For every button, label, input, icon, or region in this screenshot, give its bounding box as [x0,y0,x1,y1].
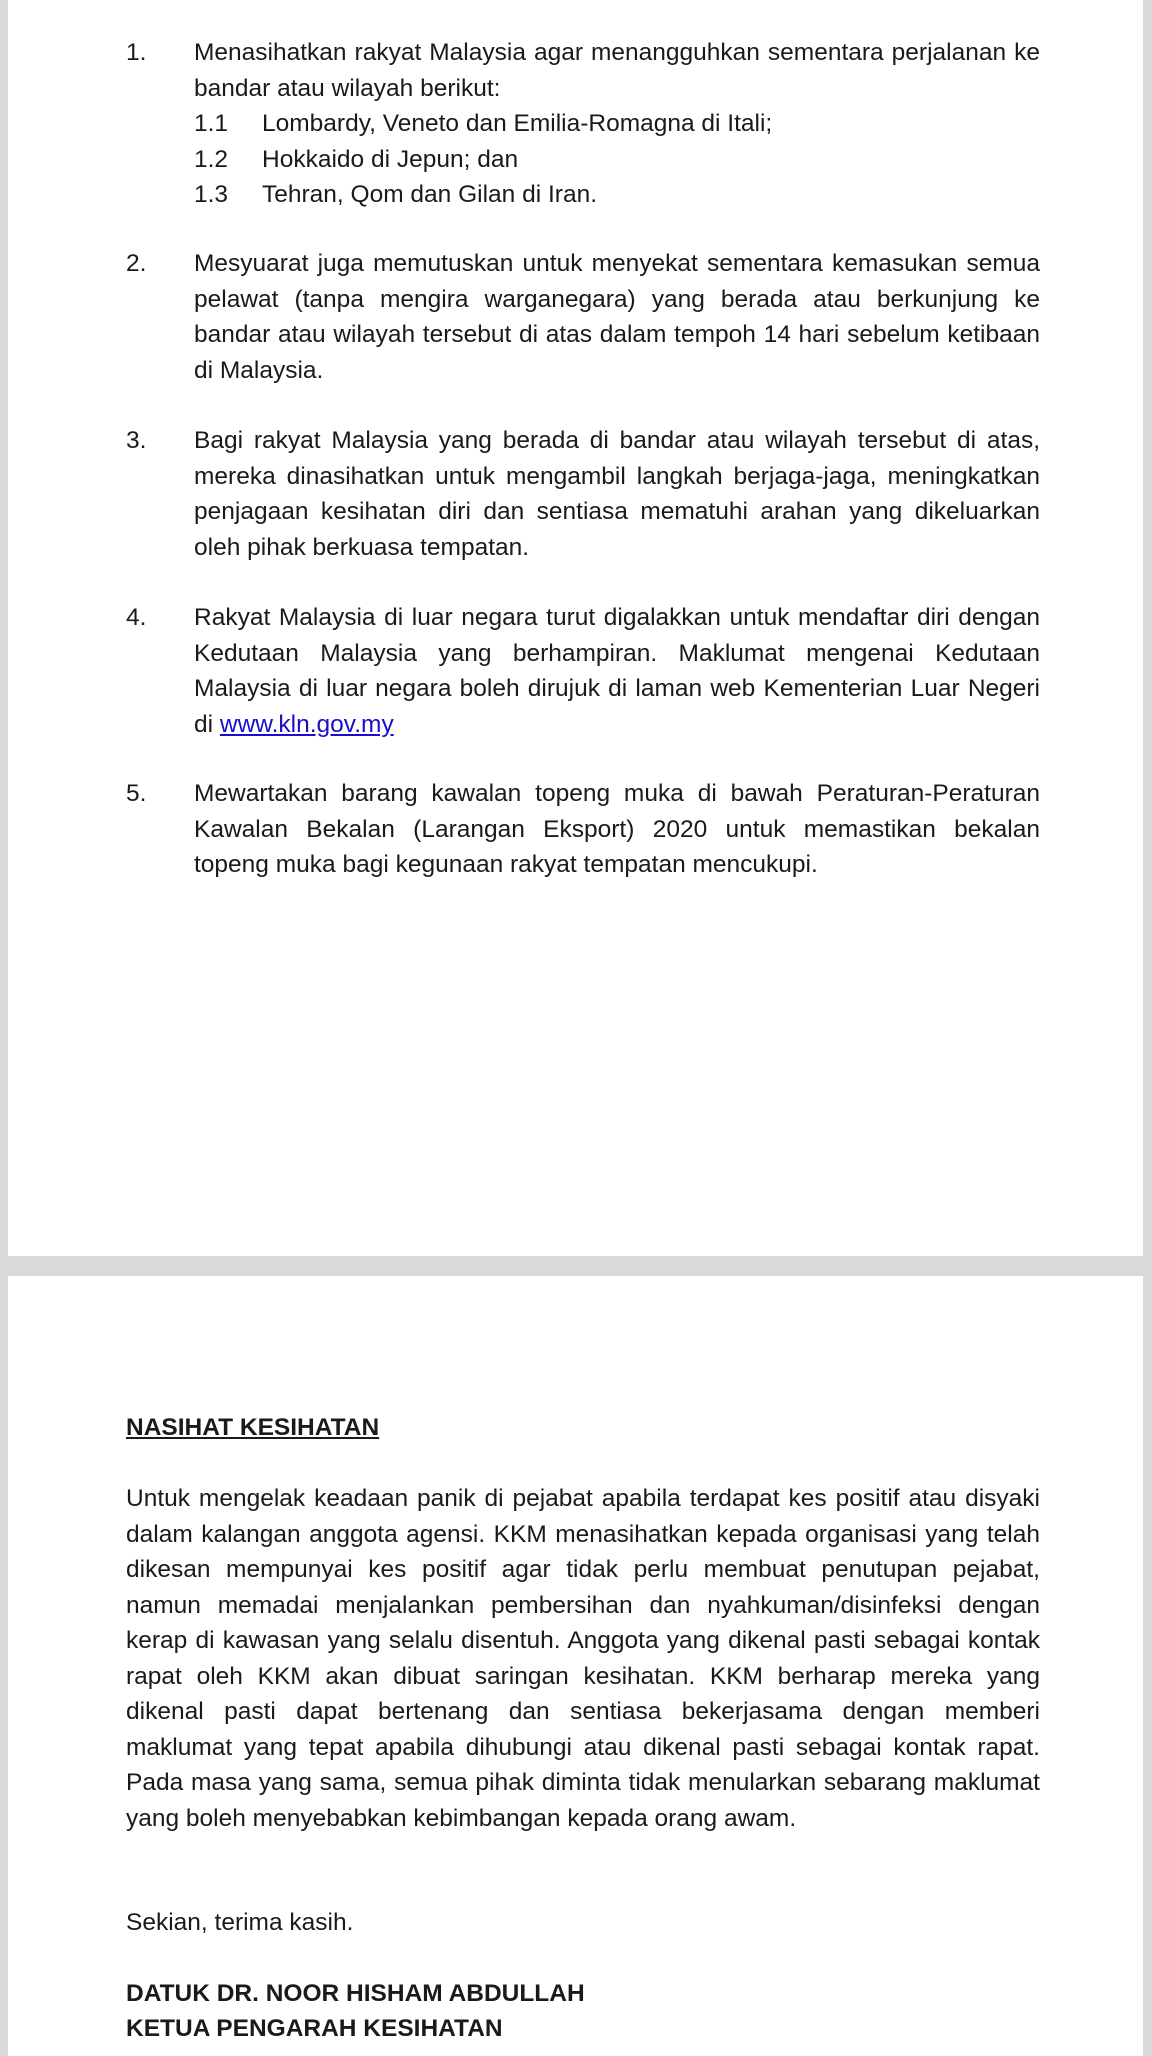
section-heading: NASIHAT KESIHATAN [126,1414,380,1441]
sub-list [194,106,1040,213]
sub-item-1-2 [194,142,1040,178]
item-number: 5. [126,780,147,807]
sub-item-text: Lombardy, Veneto dan Emilia-Romagna di Itali; [262,110,773,137]
item-number: 3. [126,427,147,454]
document-page-2 [8,1276,1143,2056]
health-advice-paragraph: Untuk mengelak keadaan panik di pejabat apabila terdapat kes positif atau disyaki dalam kalangan anggota agensi. KKM menasihatkan kepada organisasi yang telah dikesan mempunyai kes positif agar tidak perlu membuat penutupan pejabat, namun memadai menjalankan pembersihan dan nyahkuman/disinfeksi dengan kerap di kawasan yang selalu disentuh. Anggota yang dikenal pasti sebagai kontak rapat oleh KKM akan dibuat saringan kesihatan. KKM berharap mereka yang dikenal pasti dapat bertenang dan sentiasa bekerjasama dengan memberi maklumat yang tepat apabila dihubungi atau dikenal pasti sebagai kontak rapat. Pada masa yang sama, semua pihak diminta tidak menularkan sebarang maklumat yang boleh menyebabkan kebimbangan kepada orang awam. [126,1485,1040,1832]
item-number: 2. [126,250,147,277]
closing-text: Sekian, terima kasih. [126,1909,354,1936]
sub-item-number: 1.1 [194,110,229,137]
sub-item-text: Tehran, Qom dan Gilan di Iran. [262,181,598,208]
item-text: Mesyuarat juga memutuskan untuk menyekat sementara kemasukan semua pelawat (tanpa mengira warganegara) yang berada atau berkunjung ke bandar atau wilayah tersebut di atas dalam tempoh 14 hari sebelum ketibaan di Malaysia. [194,250,1040,384]
item-number: 1. [126,39,147,66]
sub-item-number: 1.2 [194,145,229,173]
signatory-title: KETUA PENGARAH KESIHATAN [126,2015,503,2042]
item-text: Bagi rakyat Malaysia yang berada di bandar atau wilayah tersebut di atas, mereka dinasihatkan untuk mengambil langkah berjaga-jaga, meningkatkan penjagaan kesihatan diri dan sentiasa mematuhi arahan yang dikeluarkan oleh pihak berkuasa tempatan. [194,427,1040,561]
item-text: Mewartakan barang kawalan topeng muka di bawah Peraturan-Peraturan Kawalan Bekalan (Larangan Eksport) 2020 untuk memastikan bekalan topeng muka bagi kegunaan rakyat tempatan mencukupi. [194,780,1040,878]
sub-item-1-1 [194,106,1040,142]
list-item-4 [126,600,1040,742]
list-item-2 [126,246,1040,388]
sub-item-text: Hokkaido di Jepun; dan [262,145,519,173]
item-text-content: Rakyat Malaysia di luar negara turut digalakkan untuk mendaftar diri dengan Kedutaan Malaysia yang berhampiran. Maklumat mengenai Kedutaan Malaysia di luar negara boleh dirujuk di laman web Kementerian Luar Negeri di [194,604,1040,738]
sub-item-1-3 [194,177,1040,213]
item-text [194,600,1040,742]
item-text: Menasihatkan rakyat Malaysia agar menangguhkan sementara perjalanan ke bandar atau wilayah berikut: [194,39,1040,102]
sub-item-number: 1.3 [194,181,229,208]
item-number: 4. [126,604,147,631]
document-page-1 [8,0,1143,1256]
list-item-5 [126,776,1040,883]
list-item-3 [126,423,1040,565]
signatory-name: DATUK DR. NOOR HISHAM ABDULLAH [126,1980,585,2007]
list-item-1 [126,35,1040,213]
kln-website-link[interactable]: www.kln.gov.my [219,710,394,738]
